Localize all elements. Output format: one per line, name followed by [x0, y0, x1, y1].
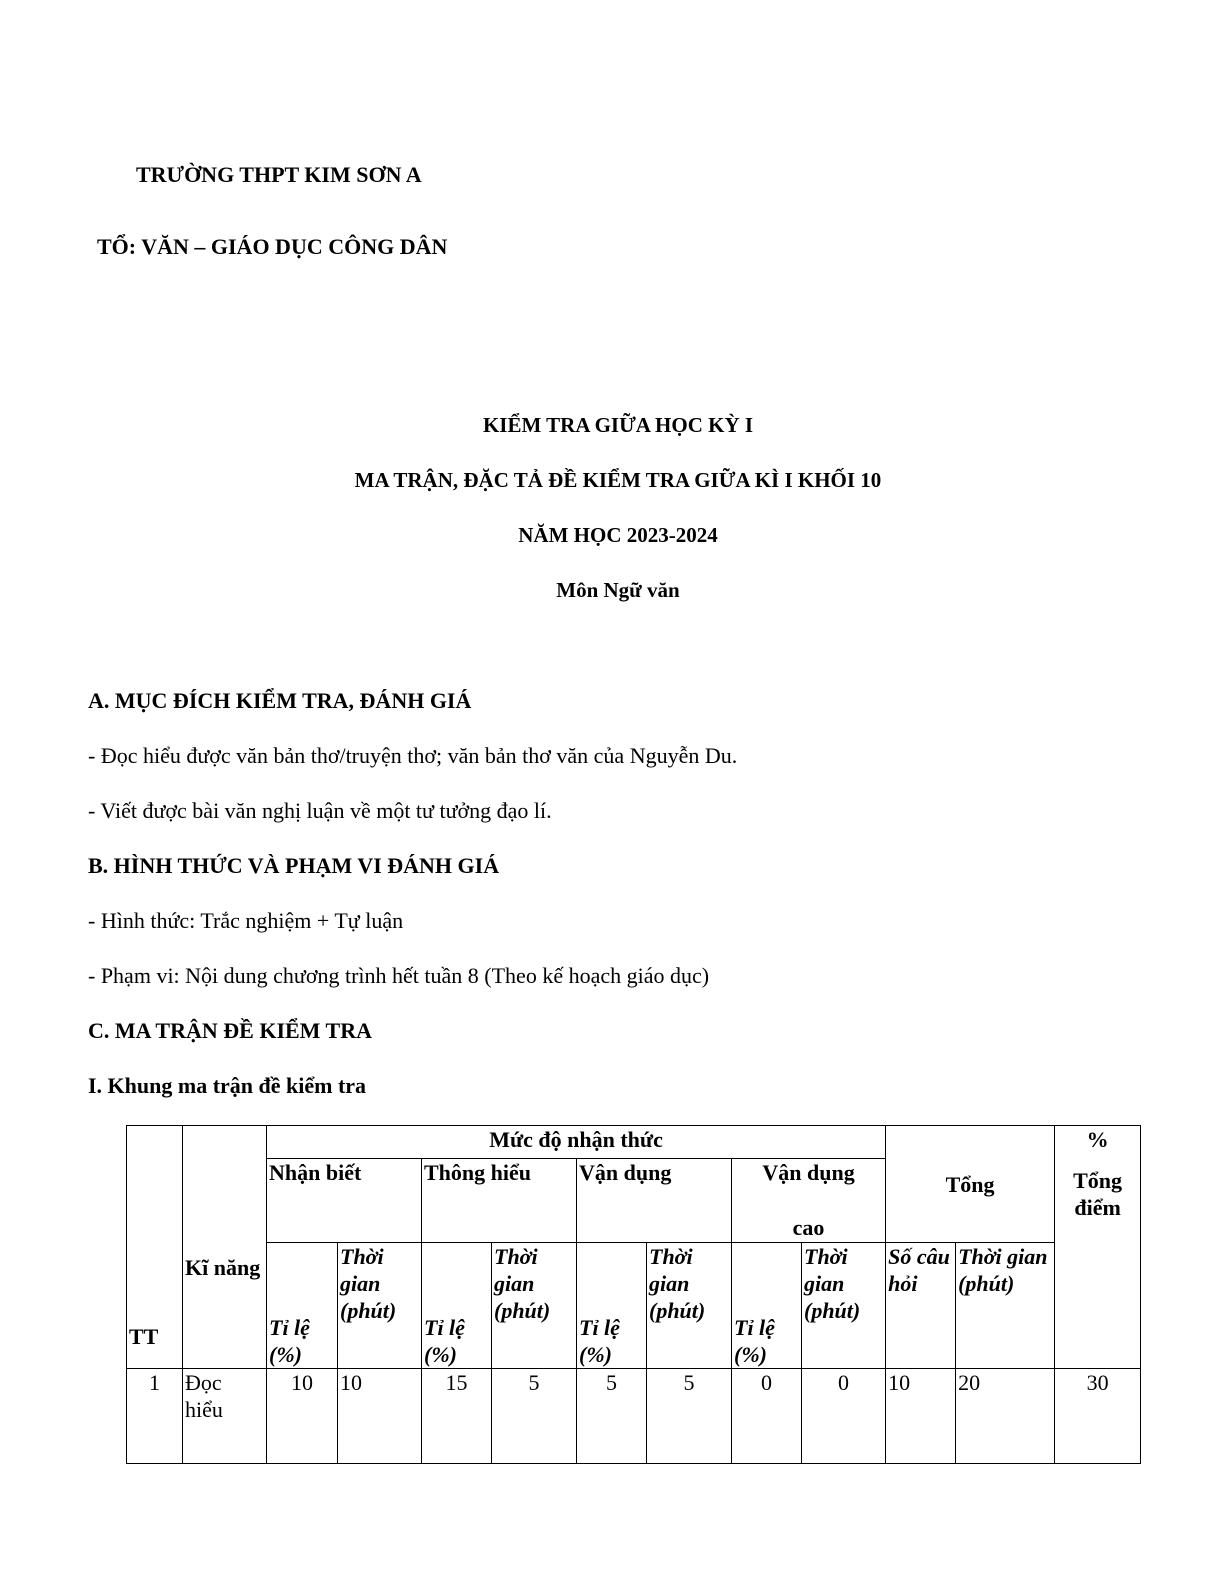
- table-cell-value: 30: [1055, 1369, 1141, 1464]
- department-name: TỔ: VĂN – GIÁO DỤC CÔNG DÂN: [97, 234, 448, 259]
- skill-header: Kĩ năng: [183, 1126, 267, 1369]
- time-subheader: Thời gian (phút): [492, 1243, 577, 1369]
- section-a-heading: A. MỤC ĐÍCH KIỂM TRA, ĐÁNH GIÁ: [88, 688, 472, 713]
- doc-title: KIỂM TRA GIỮA HỌC KỲ I: [482, 413, 754, 437]
- section-b-item: - Phạm vi: Nội dung chương trình hết tuần 8 (Theo kế hoạch giáo dục): [88, 963, 710, 988]
- table-cell-skill: Đọc hiểu: [183, 1369, 267, 1464]
- table-cell-value: 15: [422, 1369, 492, 1464]
- school-year: NĂM HỌC 2023-2024: [518, 523, 718, 547]
- table-cell-tt: 1: [127, 1369, 183, 1464]
- school-name: TRƯỜNG THPT KIM SƠN A: [136, 162, 422, 187]
- level-application-header: Vận dụng: [577, 1159, 732, 1243]
- section-c-subheading: I. Khung ma trận đề kiểm tra: [88, 1073, 367, 1098]
- section-b-heading: B. HÌNH THỨC VÀ PHẠM VI ĐÁNH GIÁ: [88, 853, 500, 878]
- total-header: Tổng: [886, 1126, 1055, 1243]
- percent-label: %: [1086, 1127, 1109, 1152]
- section-a-item: - Viết được bài văn nghị luận về một tư tưởng đạo lí.: [88, 798, 552, 823]
- question-count-subheader: Số câu hỏi: [886, 1243, 956, 1369]
- section-c-heading: C. MA TRẬN ĐỀ KIỂM TRA: [88, 1018, 372, 1043]
- subject-name: Môn Ngữ văn: [556, 578, 680, 602]
- table-cell-value: 5: [492, 1369, 577, 1464]
- time-subheader: Thời gian (phút): [802, 1243, 886, 1369]
- section-b-item: - Hình thức: Trắc nghiệm + Tự luận: [88, 908, 404, 933]
- time-subheader: Thời gian (phút): [956, 1243, 1055, 1369]
- high-application-line1: Vận dụng: [762, 1160, 855, 1185]
- table-cell-value: 0: [802, 1369, 886, 1464]
- table-cell-value: 20: [956, 1369, 1055, 1464]
- ratio-subheader: Tỉ lệ (%): [422, 1243, 492, 1369]
- total-score-label: Tổng điểm: [1073, 1168, 1123, 1220]
- time-subheader: Thời gian (phút): [647, 1243, 732, 1369]
- cognitive-level-header: Mức độ nhận thức: [267, 1126, 886, 1159]
- ratio-subheader: Tỉ lệ (%): [267, 1243, 338, 1369]
- doc-subtitle: MA TRẬN, ĐẶC TẢ ĐỀ KIỂM TRA GIỮA KÌ I KHỐI 10: [354, 468, 882, 492]
- time-subheader: Thời gian (phút): [338, 1243, 422, 1369]
- section-a-item: - Đọc hiểu được văn bản thơ/truyện thơ; văn bản thơ văn của Nguyễn Du.: [88, 743, 738, 768]
- level-recognition-header: Nhận biết: [267, 1159, 422, 1243]
- table-cell-value: 10: [886, 1369, 956, 1464]
- tt-header: TT: [127, 1126, 183, 1369]
- ratio-subheader: Tỉ lệ (%): [577, 1243, 647, 1369]
- level-understanding-header: Thông hiểu: [422, 1159, 577, 1243]
- ratio-subheader: Tỉ lệ (%): [732, 1243, 802, 1369]
- level-high-application-header: [732, 1159, 886, 1243]
- assessment-matrix-table: [126, 1125, 1141, 1464]
- table-cell-value: 10: [338, 1369, 422, 1464]
- table-cell-value: 5: [577, 1369, 647, 1464]
- table-cell-value: 10: [267, 1369, 338, 1464]
- total-score-header: [1055, 1126, 1141, 1369]
- table-cell-value: 0: [732, 1369, 802, 1464]
- table-cell-value: 5: [647, 1369, 732, 1464]
- high-application-line2: cao: [792, 1215, 825, 1240]
